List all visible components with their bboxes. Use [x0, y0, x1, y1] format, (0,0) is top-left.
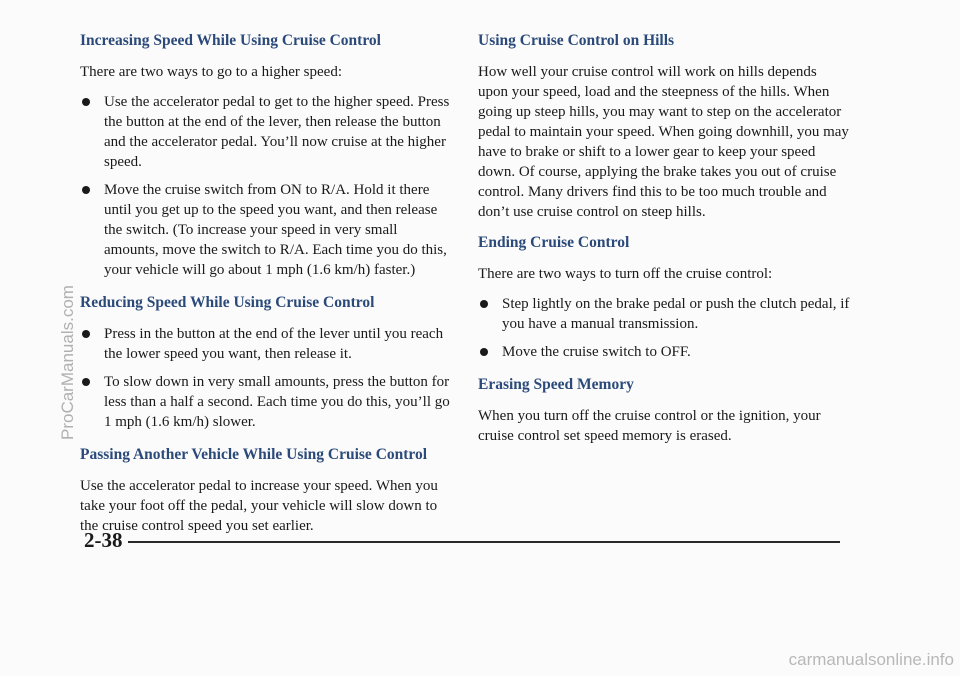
list-reducing-speed: [80, 324, 455, 432]
heading-reducing-speed: Reducing Speed While Using Cruise Control: [80, 294, 375, 311]
bullet-icon: [82, 378, 90, 386]
list-item-text: Step lightly on the brake pedal or push the clutch pedal, if you have a manual transmission.: [502, 296, 850, 332]
section-erasing: [478, 374, 850, 446]
list-ending: [478, 294, 850, 362]
bullet-icon: [82, 98, 90, 106]
body-erasing: When you turn off the cruise control or the ignition, your cruise control set speed memory is erased.: [478, 408, 821, 444]
list-item-text: Use the accelerator pedal to get to the higher speed. Press the button at the end of the lever, then release the button and the accelerator pedal. You’ll now cruise at the higher speed.: [104, 94, 450, 170]
heading-ending: Ending Cruise Control: [478, 234, 630, 251]
section-ending: [478, 232, 850, 362]
list-item: [80, 92, 455, 172]
list-item: [478, 294, 850, 334]
heading-increasing-speed: Increasing Speed While Using Cruise Control: [80, 32, 381, 49]
body-passing: Use the accelerator pedal to increase your speed. When you take your foot off the pedal, your vehicle will slow down to the cruise control speed you set earlier.: [80, 478, 438, 534]
left-column: [80, 30, 455, 546]
heading-hills: Using Cruise Control on Hills: [478, 32, 675, 49]
list-item: [80, 180, 455, 280]
list-item-text: To slow down in very small amounts, press the button for less than a half a second. Each time you do this, you’ll go 1 mph (1.6 km/h) slower.: [104, 374, 450, 430]
section-reducing-speed: [80, 292, 455, 432]
bullet-icon: [82, 186, 90, 194]
bottom-watermark: carmanualsonline.info: [788, 650, 954, 669]
bullet-icon: [480, 300, 488, 308]
page-number: 2-38: [84, 528, 123, 552]
right-column: [478, 30, 850, 456]
bullet-icon: [82, 330, 90, 338]
heading-erasing: Erasing Speed Memory: [478, 376, 634, 393]
list-item: [80, 324, 455, 364]
heading-passing: Passing Another Vehicle While Using Cruise Control: [80, 446, 428, 463]
body-hills: How well your cruise control will work on hills depends upon your speed, load and the steepness of the hills. When going up steep hills, you may want to step on the accelerator pedal to maintain your speed. When going downhill, you may have to brake or shift to a lower gear to keep your speed down. Of course, applying the brake takes you out of cruise control. Many drivers find this to be too much trouble and don’t use cruise control on steep hills.: [478, 64, 849, 220]
intro-increasing-speed: There are two ways to go to a higher speed:: [80, 64, 342, 80]
section-hills: [478, 30, 850, 222]
footer-rule: [128, 541, 840, 543]
section-passing: [80, 444, 455, 536]
side-watermark: ProCarManuals.com: [58, 285, 77, 440]
list-increasing-speed: [80, 92, 455, 280]
section-increasing-speed: [80, 30, 455, 280]
bullet-icon: [480, 348, 488, 356]
list-item-text: Press in the button at the end of the lever until you reach the lower speed you want, then release it.: [104, 326, 444, 362]
list-item: [478, 342, 850, 362]
intro-ending: There are two ways to turn off the cruise control:: [478, 266, 773, 282]
list-item-text: Move the cruise switch from ON to R/A. Hold it there until you get up to the speed you want, and then release the switch. (To increase your speed in very small amounts, move the switch to R/A. Each time you do this, your vehicle will go about 1 mph (1.6 km/h) faster.): [104, 182, 447, 278]
list-item-text: Move the cruise switch to OFF.: [502, 344, 691, 360]
list-item: [80, 372, 455, 432]
